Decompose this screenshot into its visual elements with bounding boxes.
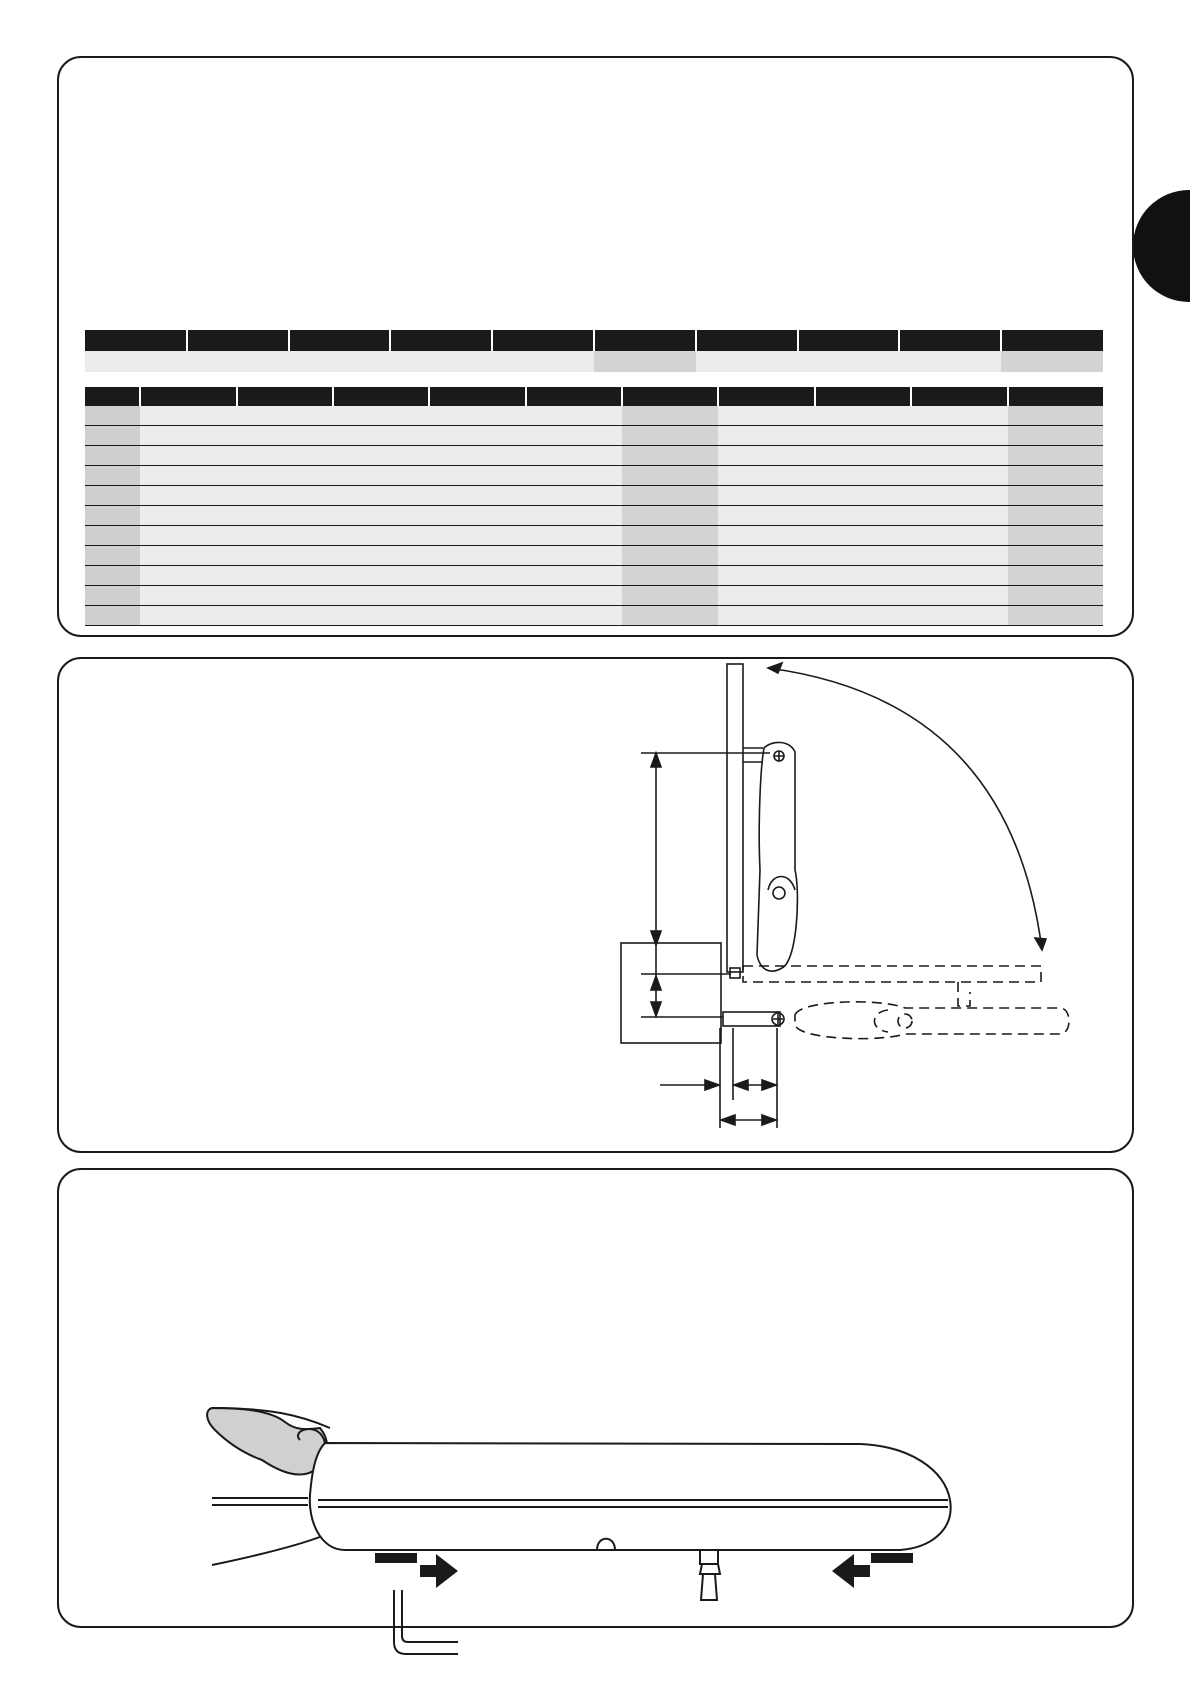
bracket-right [871, 1553, 913, 1563]
arrow-left [832, 1554, 870, 1588]
gearmotor-body [310, 1443, 951, 1550]
arrow-right [420, 1554, 458, 1588]
cable-gland [700, 1550, 720, 1600]
bracket-left [375, 1553, 417, 1563]
wrist [212, 1535, 325, 1565]
allen-key [394, 1590, 458, 1654]
hand [207, 1408, 327, 1475]
